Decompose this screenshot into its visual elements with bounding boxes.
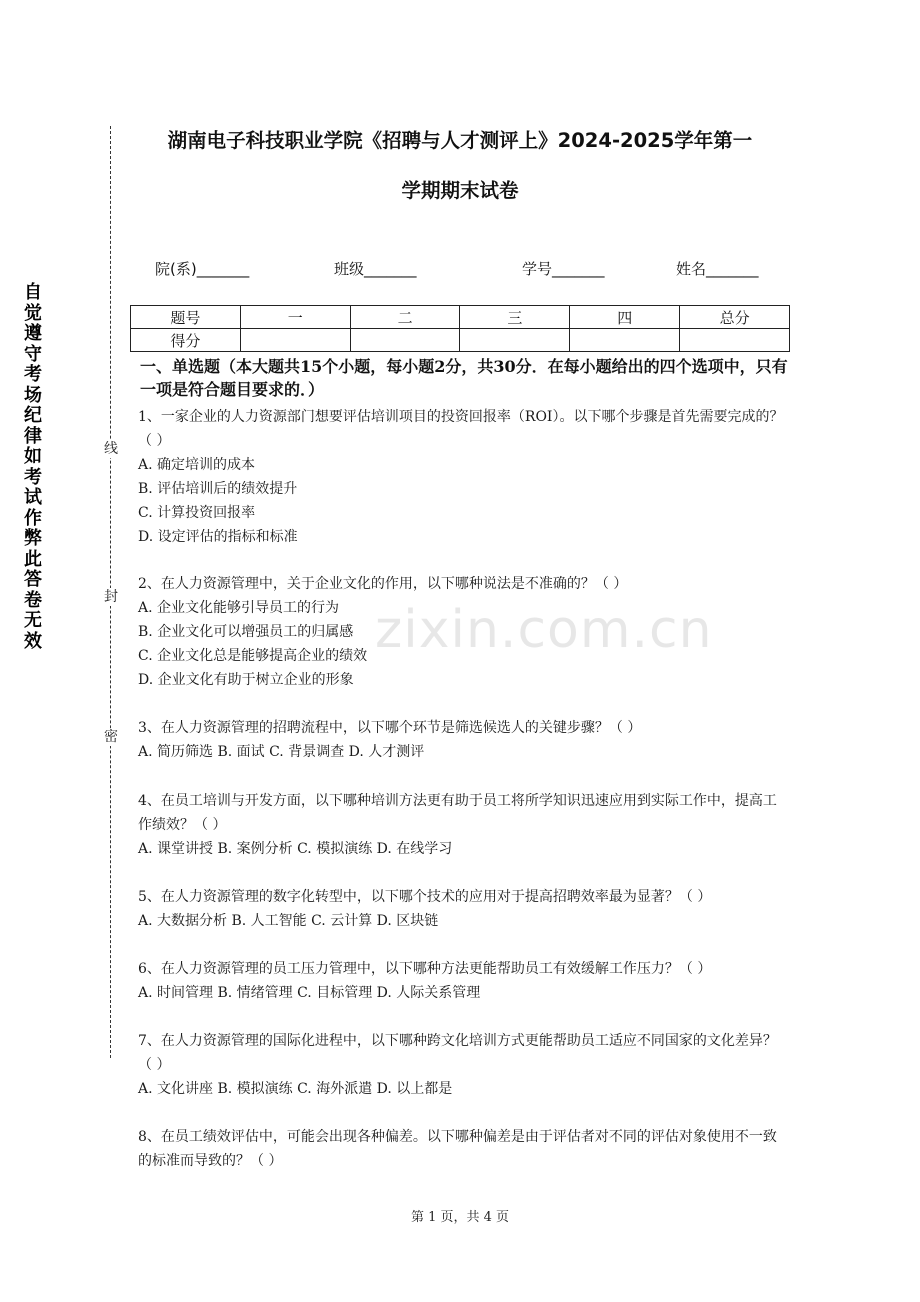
score-cell — [240, 329, 350, 352]
score-cell — [350, 329, 460, 352]
page-footer: 第 1 页，共 4 页 — [410, 1210, 510, 1225]
score-cell — [460, 329, 570, 352]
student-info-row — [0, 258, 920, 282]
question-4 — [138, 789, 788, 861]
score-table — [130, 305, 790, 352]
question-stem: 1、一家企业的人力资源部门想要评估培训项目的投资回报率（ROI）。以下哪个步骤是首先需要完成的？（ ） — [138, 409, 784, 449]
question-option: A. 大数据分析 B. 人工智能 C. 云计算 D. 区块链 — [138, 913, 439, 929]
question-stem: 8、在员工绩效评估中，可能会出现各种偏差。以下哪种偏差是由于评估者对不同的评估对象使用不一致的标准而导致的？（ ） — [138, 1129, 777, 1169]
question-option: C. 企业文化总是能够提高企业的绩效 — [138, 648, 368, 664]
header-cell: 三 — [460, 306, 570, 329]
question-stem: 7、在人力资源管理的国际化进程中，以下哪种跨文化培训方式更能帮助员工适应不同国家的文化差异？（ ） — [138, 1033, 777, 1073]
score-cell — [570, 329, 680, 352]
header-cell: 总分 — [680, 306, 790, 329]
score-row-label: 得分 — [131, 329, 241, 352]
exam-title-line2: 学期期末试卷 — [401, 179, 519, 202]
header-cell: 一 — [240, 306, 350, 329]
question-7 — [138, 1029, 788, 1101]
question-5 — [138, 885, 788, 933]
question-stem: 3、在人力资源管理的招聘流程中，以下哪个环节是筛选候选人的关键步骤？（ ） — [138, 720, 642, 736]
question-option: A. 时间管理 B. 情绪管理 C. 目标管理 D. 人际关系管理 — [138, 985, 481, 1001]
watermark: zixin.com.cn — [375, 600, 713, 660]
class-field: 班级_______ — [334, 260, 417, 278]
question-option: D. 企业文化有助于树立企业的形象 — [138, 672, 354, 688]
score-cell — [680, 329, 790, 352]
question-1 — [138, 405, 788, 549]
question-6 — [138, 957, 788, 1005]
question-option: A. 文化讲座 B. 模拟演练 C. 海外派遣 D. 以上都是 — [138, 1081, 453, 1097]
student-id-field: 学号_______ — [522, 260, 605, 278]
exam-discipline-notice: 自觉遵守考场纪律如考试作弊此答卷无效 — [24, 282, 42, 652]
question-option: A. 企业文化能够引导员工的行为 — [138, 600, 340, 616]
question-option: A. 简历筛选 B. 面试 C. 背景调查 D. 人才测评 — [138, 744, 425, 760]
question-stem: 5、在人力资源管理的数字化转型中，以下哪个技术的应用对于提高招聘效率最为显著？（ ） — [138, 889, 712, 905]
cut-label-secret: 密 — [100, 728, 122, 746]
question-stem: 6、在人力资源管理的员工压力管理中，以下哪种方法更能帮助员工有效缓解工作压力？（ ） — [138, 961, 712, 977]
header-cell: 四 — [570, 306, 680, 329]
question-stem: 4、在员工培训与开发方面，以下哪种培训方法更有助于员工将所学知识迅速应用到实际工作中，提高工作绩效？（ ） — [138, 793, 777, 833]
dept-field: 院(系)_______ — [155, 260, 250, 278]
cut-label-line: 线 — [100, 440, 122, 458]
score-table-header-row — [131, 306, 790, 329]
exam-title-line1: 湖南电子科技职业学院《招聘与人才测评上》2024-2025学年第一 — [167, 129, 753, 152]
section1-heading: 一、单选题（本大题共15个小题，每小题2分，共30分．在每小题给出的四个选项中，只有一项是符合题目要求的．） — [140, 357, 788, 399]
cut-label-seal: 封 — [100, 588, 122, 606]
question-option: A. 课堂讲授 B. 案例分析 C. 模拟演练 D. 在线学习 — [138, 841, 453, 857]
question-option: C. 计算投资回报率 — [138, 505, 256, 521]
question-8 — [138, 1125, 788, 1173]
question-stem: 2、在人力资源管理中，关于企业文化的作用，以下哪种说法是不准确的？（ ） — [138, 576, 628, 592]
name-field: 姓名_______ — [676, 260, 759, 278]
header-cell: 题号 — [131, 306, 241, 329]
header-cell: 二 — [350, 306, 460, 329]
question-option: B. 评估培训后的绩效提升 — [138, 481, 298, 497]
question-3 — [138, 716, 788, 764]
question-option: D. 设定评估的指标和标准 — [138, 529, 298, 545]
question-option: B. 企业文化可以增强员工的归属感 — [138, 624, 354, 640]
question-option: A. 确定培训的成本 — [138, 457, 256, 473]
score-table-score-row — [131, 329, 790, 352]
